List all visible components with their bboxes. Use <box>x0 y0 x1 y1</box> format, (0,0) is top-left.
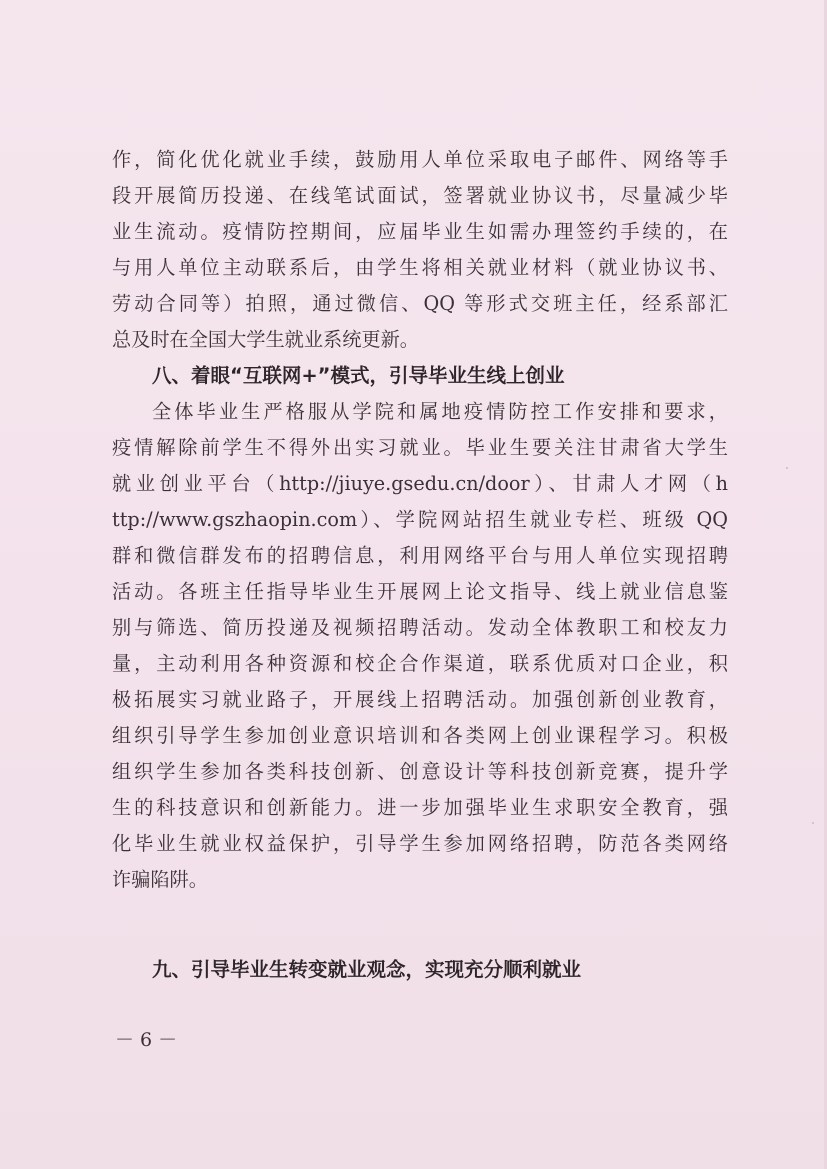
paragraph-line: 生的科技意识和创新能力。进一步加强毕业生求职安全教育，强 <box>112 796 728 819</box>
page-number: － 6 － <box>115 1029 178 1051</box>
paragraph-line: 全体毕业生严格服从学院和属地疫情防控工作安排和要求， <box>152 400 728 423</box>
paragraph-line: 业生流动。疫情防控期间，应届毕业生如需办理签约手续的，在 <box>112 220 728 243</box>
paragraph-line: 化毕业生就业权益保护，引导学生参加网络招聘，防范各类网络 <box>112 832 728 855</box>
paragraph-line: 疫情解除前学生不得外出实习就业。毕业生要关注甘肃省大学生 <box>112 436 728 459</box>
paragraph-line: 段开展简历投递、在线笔试面试，签署就业协议书，尽量减少毕 <box>112 184 728 207</box>
paragraph-line: 组织引导学生参加创业意识培训和各类网上创业课程学习。积极 <box>112 724 728 747</box>
section-heading-9: 九、引导毕业生转变就业观念，实现充分顺利就业 <box>152 958 582 981</box>
paragraph-line: 活动。各班主任指导毕业生开展网上论文指导、线上就业信息鉴 <box>112 580 728 603</box>
paragraph-line: 组织学生参加各类科技创新、创意设计等科技创新竞赛，提升学 <box>112 760 728 783</box>
paragraph-line: 与用人单位主动联系后，由学生将相关就业材料（就业协议书、 <box>112 256 728 279</box>
paragraph-line: 就业创业平台（http://jiuye.gsedu.cn/door）、甘肃人才网（h <box>112 472 728 495</box>
paragraph-line: 极拓展实习就业路子，开展线上招聘活动。加强创新创业教育， <box>112 688 728 711</box>
paragraph-line: 别与筛选、简历投递及视频招聘活动。发动全体教职工和校友力 <box>112 616 728 639</box>
paragraph-line: 作，简化优化就业手续，鼓励用人单位采取电子邮件、网络等手 <box>112 148 728 171</box>
paper-speck <box>812 822 814 824</box>
paragraph-line: 诈骗陷阱。 <box>112 868 208 891</box>
paragraph-line: 总及时在全国大学生就业系统更新。 <box>112 328 419 351</box>
paragraph-line: 劳动合同等）拍照，通过微信、QQ 等形式交班主任，经系部汇 <box>112 292 728 315</box>
paper-speck <box>786 467 788 469</box>
paragraph-line: ttp://www.gszhaopin.com）、学院网站招生就业专栏、班级 QQ <box>112 508 728 531</box>
paragraph-line: 群和微信群发布的招聘信息，利用网络平台与用人单位实现招聘 <box>112 544 728 567</box>
paragraph-line: 量，主动利用各种资源和校企合作渠道，联系优质对口企业，积 <box>112 652 728 675</box>
section-heading-8: 八、着眼“互联网+”模式，引导毕业生线上创业 <box>152 364 565 387</box>
